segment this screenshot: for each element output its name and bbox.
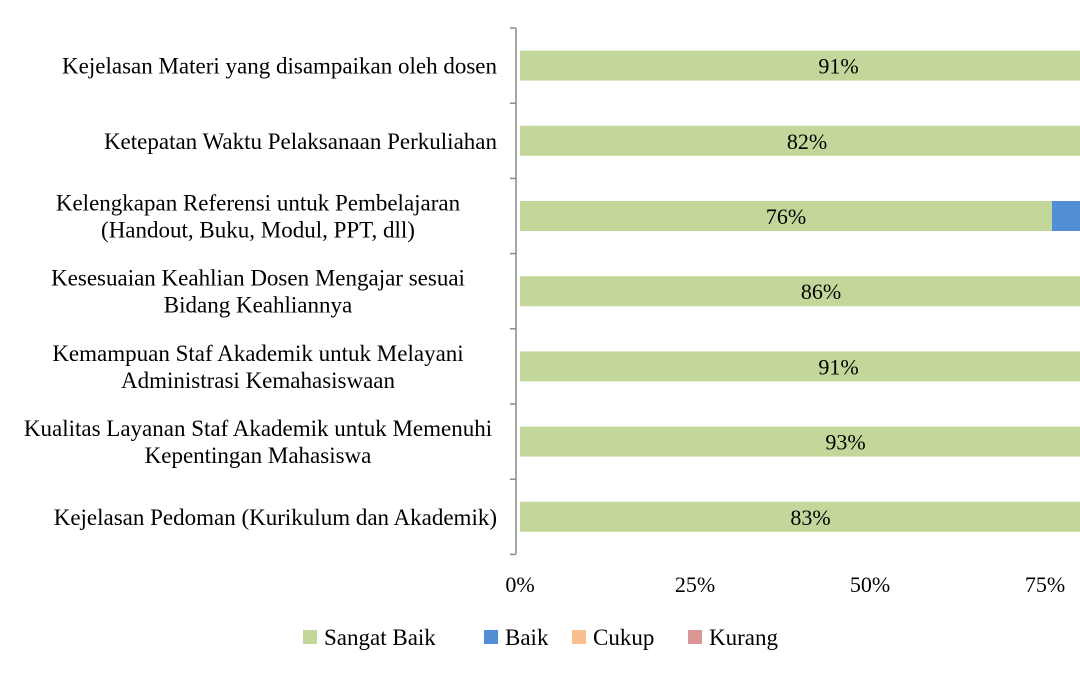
- category-label: [62, 54, 497, 79]
- category-label-line: Ketepatan Waktu Pelaksanaan Perkuliahan: [103, 128, 497, 154]
- legend-label: Kurang: [709, 625, 778, 650]
- legend-swatch: [688, 630, 702, 644]
- category-label-line: Kemampuan Staf Akademik untuk Melayani: [52, 340, 464, 366]
- category-label-line: Kejelasan Materi yang disampaikan oleh dosen: [62, 53, 497, 79]
- category-labels: [24, 54, 498, 530]
- x-tick-label: 25%: [674, 572, 716, 597]
- bar-data-label: 91%: [818, 53, 859, 79]
- bar-segment: [1052, 201, 1080, 231]
- bar-data-label: 86%: [800, 279, 842, 305]
- legend-label: Cukup: [593, 625, 655, 650]
- category-label: [104, 129, 498, 154]
- legend-swatch: [572, 630, 586, 644]
- bar-segment: [520, 351, 1080, 381]
- category-label-line: Bidang Keahliannya: [163, 292, 353, 318]
- category-label-line: Kualitas Layanan Staf Akademik untuk Memenuhi: [23, 416, 493, 442]
- legend-label: Baik: [505, 625, 549, 650]
- x-tick-label: 75%: [1024, 572, 1066, 597]
- axis: [510, 28, 516, 554]
- category-label: [24, 416, 492, 468]
- bar-segment: [520, 51, 1080, 81]
- bar-data-label: 82%: [786, 128, 828, 154]
- legend-swatch: [303, 630, 317, 644]
- category-label-line: (Handout, Buku, Modul, PPT, dll): [101, 217, 415, 243]
- legend-swatch: [484, 630, 498, 644]
- x-tick-labels: [505, 572, 1080, 597]
- category-label: [54, 505, 497, 530]
- category-label-line: Administrasi Kemahasiswaan: [120, 367, 396, 393]
- category-label: [52, 341, 463, 393]
- legend-label: Sangat Baik: [324, 625, 436, 650]
- category-label-line: Kesesuaian Keahlian Dosen Mengajar sesuai: [51, 265, 465, 291]
- category-label-line: Kelengkapan Referensi untuk Pembelajaran: [55, 190, 461, 216]
- bar-segment: [520, 427, 1080, 457]
- x-tick-label: 0%: [505, 572, 535, 597]
- bar-data-label: 83%: [790, 504, 831, 530]
- category-label-line: Kejelasan Pedoman (Kurikulum dan Akademik): [53, 504, 497, 530]
- bar-area: [520, 51, 1080, 532]
- bar-data-label: 93%: [825, 429, 866, 455]
- category-label: [51, 266, 465, 318]
- category-label-line: Kepentingan Mahasiswa: [144, 443, 372, 469]
- bar-data-label: 91%: [818, 354, 859, 380]
- x-tick-label: 50%: [849, 572, 891, 597]
- category-label: [56, 191, 461, 243]
- bar-data-label: 76%: [765, 204, 807, 229]
- legend: [303, 625, 778, 650]
